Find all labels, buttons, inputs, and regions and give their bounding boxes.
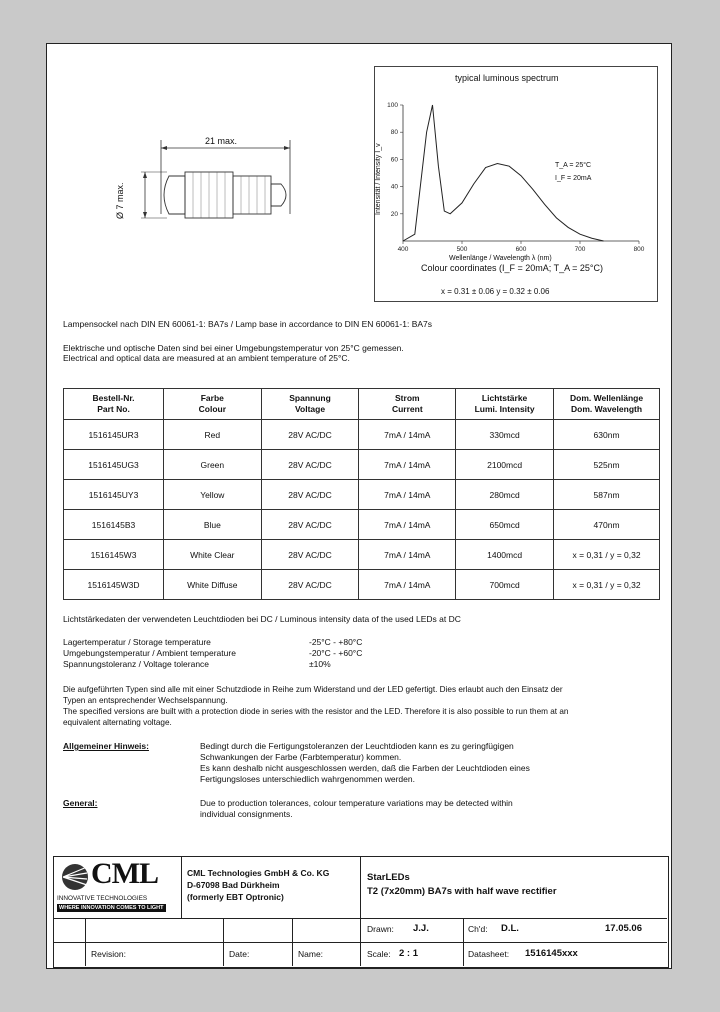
table-row: [64, 420, 660, 450]
table-cell: 1400mcd: [456, 540, 554, 570]
table-header-cell: [261, 389, 359, 420]
table-header-line: Farbe: [200, 393, 224, 403]
datasheet-page: [46, 43, 672, 969]
spectrum-title: typical luminous spectrum: [455, 73, 559, 83]
scale-value: 2 : 1: [399, 948, 419, 959]
colour-coordinates-values: x = 0.31 ± 0.06 y = 0.32 ± 0.06: [441, 287, 550, 296]
cml-logo-subtitle: INNOVATIVE TECHNOLOGIES: [57, 895, 148, 902]
y-tick-label: 80: [390, 129, 398, 137]
revision-label: Revision:: [91, 949, 126, 959]
table-header-line: Voltage: [295, 404, 326, 414]
table-cell: 28V AC/DC: [261, 570, 359, 600]
storage-temp-value: -25°C - +80°C: [309, 637, 363, 647]
y-tick-label: 20: [390, 210, 398, 218]
y-tick-label: 100: [387, 102, 398, 109]
table-cell: 7mA / 14mA: [359, 450, 456, 480]
product-family: StarLEDs: [367, 872, 410, 883]
table-row: [64, 540, 660, 570]
table-header-line: Part No.: [97, 404, 130, 414]
table-cell: Green: [164, 450, 262, 480]
table-cell: x = 0,31 / y = 0,32: [554, 570, 660, 600]
spectrum-axes: [403, 105, 639, 241]
table-header-line: Dom. Wavelength: [571, 404, 643, 414]
dimension-length: 21 max.: [205, 136, 238, 146]
y-tick-label: 40: [390, 183, 398, 191]
table-cell: White Diffuse: [164, 570, 262, 600]
colour-coordinates-title: Colour coordinates (I_F = 20mA; T_A = 25°C): [421, 263, 604, 273]
table-cell: Blue: [164, 510, 262, 540]
table-header-line: Bestell-Nr.: [92, 393, 135, 403]
drawn-value: J.J.: [413, 923, 429, 934]
table-cell: 2100mcd: [456, 450, 554, 480]
spectrum-panel: [374, 66, 658, 302]
table-cell: 28V AC/DC: [261, 540, 359, 570]
table-header-line: Spannung: [289, 393, 331, 403]
general-note-de-line3: Es kann deshalb nicht ausgeschlossen werden, daß die Farben der Leuchtdioden eines: [200, 763, 530, 773]
ambient-temp-label: Umgebungstemperatur / Ambient temperature: [63, 648, 236, 658]
table-header-cell: [164, 389, 262, 420]
product-description: T2 (7x20mm) BA7s with half wave rectifier: [367, 886, 557, 897]
drawn-label: Drawn:: [367, 924, 394, 934]
table-cell: 28V AC/DC: [261, 450, 359, 480]
general-note-de-line1: Bedingt durch die Fertigungstoleranzen der Leuchtdioden kann es zu geringfügigen: [200, 741, 514, 751]
table-cell: 7mA / 14mA: [359, 570, 456, 600]
scale-label: Scale:: [367, 949, 391, 959]
table-header-line: Lichtstärke: [481, 393, 528, 403]
general-note-de-heading: Allgemeiner Hinweis:: [63, 741, 149, 751]
drawing-date: 17.05.06: [605, 923, 642, 934]
table-cell: 470nm: [554, 510, 660, 540]
table-cell: 28V AC/DC: [261, 420, 359, 450]
name-label: Name:: [298, 949, 324, 959]
general-note-de-line4: Fertigungsloses unterschiedlich wahrgenommen werden.: [200, 774, 415, 784]
table-cell: 1516145W3: [64, 540, 164, 570]
table-row: [64, 450, 660, 480]
table-header-line: Colour: [198, 404, 227, 414]
measurement-note-en: Electrical and optical data are measured at an ambient temperature of 25°C.: [63, 353, 350, 363]
table-cell: 280mcd: [456, 480, 554, 510]
general-note-en-line1: Due to production tolerances, colour temperature variations may be detected within: [200, 798, 513, 808]
datasheet-number: 1516145xxx: [525, 948, 578, 959]
info-de-line1: Die aufgeführten Typen sind alle mit einer Schutzdiode in Reihe zum Widerstand und der LED gefertigt. Dies erlaubt auch den Einsatz der: [63, 685, 563, 694]
table-cell: 650mcd: [456, 510, 554, 540]
table-cell: 7mA / 14mA: [359, 510, 456, 540]
table-cell: 630nm: [554, 420, 660, 450]
company-address: D-67098 Bad Dürkheim: [187, 880, 280, 890]
table-header-cell: [554, 389, 660, 420]
date-label: Date:: [229, 949, 250, 959]
table-cell: 28V AC/DC: [261, 480, 359, 510]
y-tick-label: 60: [390, 156, 398, 164]
cml-logo-icon: [57, 861, 93, 893]
lamp-base-note: Lampensockel nach DIN EN 60061-1: BA7s / Lamp base in accordance to DIN EN 60061-1: BA7s: [63, 319, 433, 329]
cml-logo-slogan: WHERE INNOVATION COMES TO LIGHT: [59, 905, 164, 911]
table-header-row: [64, 389, 660, 420]
table-cell: Yellow: [164, 480, 262, 510]
table-cell: Red: [164, 420, 262, 450]
x-tick-label: 400: [397, 246, 409, 253]
table-header-line: Lumi. Intensity: [474, 404, 535, 414]
table-cell: White Clear: [164, 540, 262, 570]
general-note-en-line2: individual consignments.: [200, 809, 293, 819]
general-note-de-line2: Schwankungen der Farbe (Farbtemperatur) kommen.: [200, 752, 402, 762]
spectrum-x-label: Wellenlänge / Wavelength λ (nm): [449, 255, 552, 262]
voltage-tolerance-value: ±10%: [309, 659, 331, 669]
table-cell: 700mcd: [456, 570, 554, 600]
table-cell: 28V AC/DC: [261, 510, 359, 540]
company-former-name: (formerly EBT Optronic): [187, 892, 284, 902]
info-en-line2: equivalent alternating voltage.: [63, 718, 172, 727]
voltage-tolerance-label: Spannungstoleranz / Voltage tolerance: [63, 659, 210, 669]
spectrum-legend-if: I_F = 20mA: [555, 175, 592, 182]
measurement-note-de: Elektrische und optische Daten sind bei einer Umgebungstemperatur von 25°C gemessen.: [63, 343, 404, 353]
table-row: [64, 480, 660, 510]
table-cell: 587nm: [554, 480, 660, 510]
company-name: CML Technologies GmbH & Co. KG: [187, 868, 330, 878]
spectrum-legend-ta: T_A = 25°C: [555, 162, 592, 169]
luminous-intensity-note: Lichtstärkedaten der verwendeten Leuchtdioden bei DC / Luminous intensity data of the used LEDs at DC: [63, 614, 461, 624]
table-header-cell: [359, 389, 456, 420]
table-cell: 7mA / 14mA: [359, 420, 456, 450]
x-tick-label: 500: [456, 246, 468, 253]
cml-logo-text: CML: [91, 857, 158, 890]
x-tick-label: 600: [515, 246, 527, 253]
spectrum-y-label: Intensität / Intensity I_v: [375, 143, 382, 215]
table-header-line: Current: [391, 404, 423, 414]
table-cell: 7mA / 14mA: [359, 540, 456, 570]
x-tick-label: 700: [574, 246, 586, 253]
table-cell: 1516145UG3: [64, 450, 164, 480]
info-en-line1: The specified versions are built with a protection diode in series with the resistor and the LED. Therefore it is also possible to run them at an: [63, 707, 569, 716]
table-row: [64, 570, 660, 600]
info-de-line2: Typen an entsprechender Wechselspannung.: [63, 696, 228, 705]
storage-temp-label: Lagertemperatur / Storage temperature: [63, 637, 211, 647]
table-cell: 525nm: [554, 450, 660, 480]
general-note-en-heading: General:: [63, 798, 98, 808]
table-cell: x = 0,31 / y = 0,32: [554, 540, 660, 570]
datasheet-label: Datasheet:: [468, 949, 510, 959]
product-table: [63, 388, 660, 600]
table-cell: 7mA / 14mA: [359, 480, 456, 510]
table-cell: 1516145UY3: [64, 480, 164, 510]
checked-value: D.L.: [501, 923, 519, 934]
dimension-diameter: Ø 7 max.: [115, 182, 125, 219]
table-header-cell: [64, 389, 164, 420]
ambient-temp-value: -20°C - +60°C: [309, 648, 363, 658]
table-cell: 1516145B3: [64, 510, 164, 540]
table-header-cell: [456, 389, 554, 420]
table-header-line: Strom: [395, 393, 420, 403]
table-header-line: Dom. Wellenlänge: [570, 393, 644, 403]
table-row: [64, 510, 660, 540]
table-cell: 1516145UR3: [64, 420, 164, 450]
checked-label: Ch'd:: [468, 924, 488, 934]
table-cell: 330mcd: [456, 420, 554, 450]
x-tick-label: 800: [633, 246, 645, 253]
led-dimension-drawing: [137, 134, 297, 244]
table-cell: 1516145W3D: [64, 570, 164, 600]
